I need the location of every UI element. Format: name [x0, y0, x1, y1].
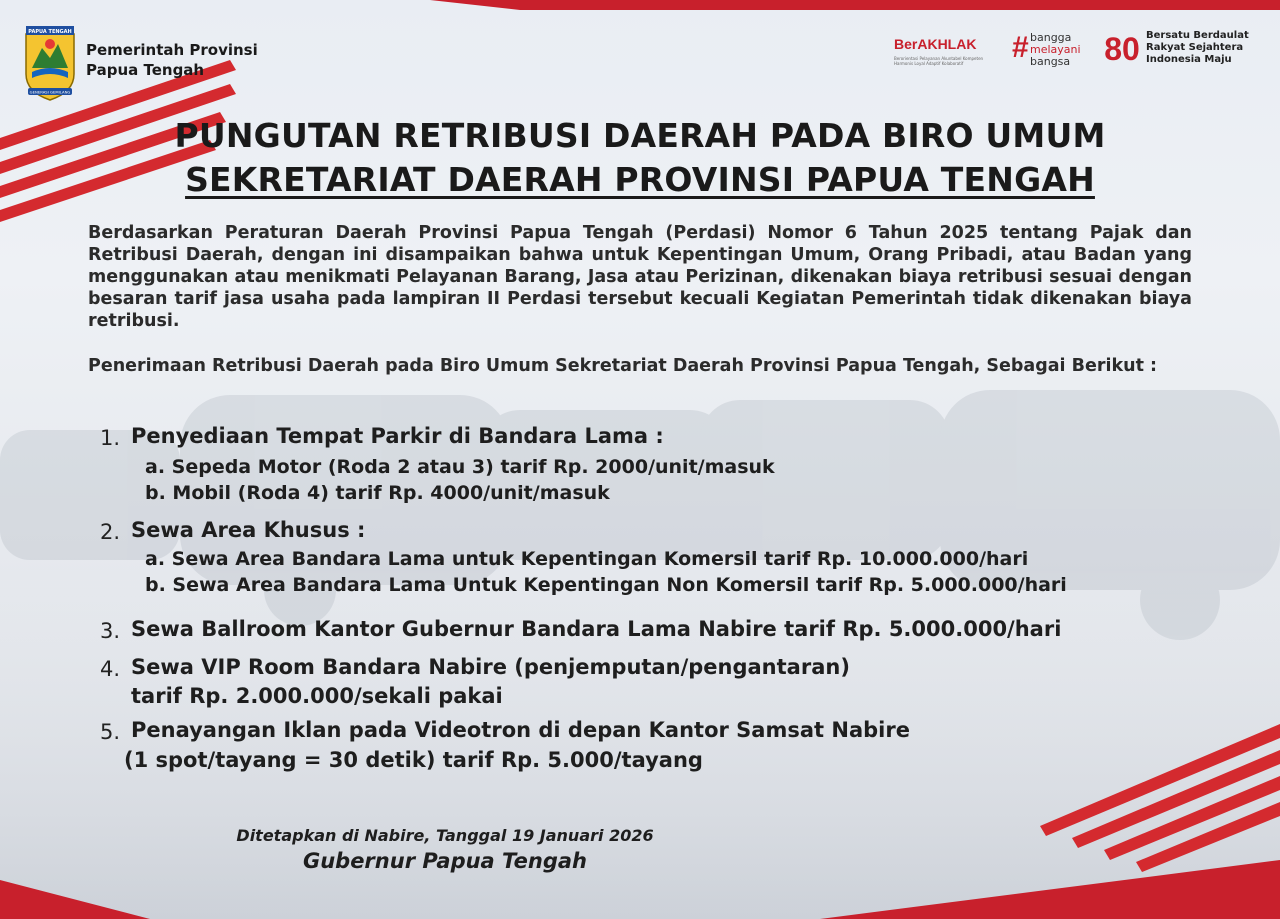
hashtag-icon: # [1012, 31, 1029, 64]
list-item-title: Sewa VIP Room Bandara Nabire (penjemputan/pengantaran) [131, 655, 850, 679]
list-item-title: Sewa Ballroom Kantor Gubernur Bandara Lama Nabire tarif Rp. 5.000.000/hari [131, 617, 1062, 641]
document-title-line2-text: SEKRETARIAT DAERAH PROVINSI PAPUA TENGAH [185, 160, 1095, 199]
list-subitem: a. Sepeda Motor (Roda 2 atau 3) tarif Rp. 2000/unit/masuk [145, 456, 775, 478]
province-name [86, 40, 258, 80]
list-subitem: a. Sewa Area Bandara Lama untuk Kepentingan Komersil tarif Rp. 10.000.000/hari [145, 548, 1029, 570]
province-name-line2: Papua Tengah [86, 61, 205, 79]
list-item-number: 2. [100, 520, 121, 544]
bangga-melayani-bangsa-logo [1012, 30, 1092, 70]
bangga-word-3: bangsa [1030, 55, 1071, 68]
list-item-continuation: tarif Rp. 2.000.000/sekali pakai [131, 684, 503, 708]
top-red-swoosh [430, 0, 1280, 10]
list-item-number: 5. [100, 720, 121, 744]
province-crest-logo [22, 24, 78, 102]
anniversary-slogan [1146, 30, 1266, 66]
intro-paragraph-2: Penerimaan Retribusi Daerah pada Biro Umum Sekretariat Daerah Provinsi Papua Tengah, Sebagai Berikut : [88, 356, 1158, 376]
anniversary-slogan-line3: Indonesia Maju [1146, 54, 1232, 65]
list-item-number: 1. [100, 426, 121, 450]
partner-logos [894, 26, 1264, 72]
intro-paragraph-1: Berdasarkan Peraturan Daerah Provinsi Papua Tengah (Perdasi) Nomor 6 Tahun 2025 tentang Pajak dan Retribusi Daerah, dengan ini disampaikan bahwa untuk Kepentingan Umum, Orang Pribadi, atau Badan yang menggunakan atau menikmati Pelayanan Barang, Jasa atau Perizinan, dikenakan biaya retribusi sesuai dengan besaran tarif jasa usaha pada lampiran II Perdasi tersebut kecuali Kegiatan Pemerintah tidak dikenakan biaya retribusi. [88, 223, 1192, 331]
province-name-line1: Pemerintah Provinsi [86, 41, 258, 59]
anniversary-slogan-line2: Rakyat Sejahtera [1146, 42, 1244, 53]
berakhlak-tagline: Berorientasi Pelayanan Akuntabel Kompeten Harmonis Loyal Adaptif Kolaboratif [894, 56, 984, 66]
anniversary-slogan-line1: Bersatu Berdaulat [1146, 30, 1249, 41]
signature-place-date: Ditetapkan di Nabire, Tanggal 19 Januari 2026 [236, 826, 654, 845]
list-item-number: 3. [100, 619, 121, 643]
signature-signer: Gubernur Papua Tengah [302, 849, 588, 873]
crest-top-text: PAPUA TENGAH [28, 29, 72, 35]
list-item-title: Sewa Area Khusus : [131, 518, 366, 542]
list-item-title: Penayangan Iklan pada Videotron di depan Kantor Samsat Nabire [131, 718, 910, 742]
list-subitem: b. Sewa Area Bandara Lama Untuk Kepentingan Non Komersil tarif Rp. 5.000.000/hari [145, 574, 1067, 596]
anniversary-80-logo [1100, 26, 1144, 70]
bangga-word-2: melayani [1030, 43, 1081, 56]
list-item-title: Penyediaan Tempat Parkir di Bandara Lama : [131, 424, 664, 448]
document-title-line2 [0, 160, 1280, 199]
crest-bottom-text: GENERASI GEMILANG [29, 89, 71, 95]
list-subitem: b. Mobil (Roda 4) tarif Rp. 4000/unit/masuk [145, 482, 610, 504]
berakhlak-logo: BerAKHLAK [894, 36, 977, 52]
anniversary-number: 80 [1104, 31, 1140, 67]
bangga-word-1: bangga [1030, 31, 1072, 44]
list-item-number: 4. [100, 657, 121, 681]
list-item-continuation: (1 spot/tayang = 30 detik) tarif Rp. 5.000/tayang [124, 748, 703, 772]
document-title-line1: PUNGUTAN RETRIBUSI DAERAH PADA BIRO UMUM [174, 116, 1106, 155]
